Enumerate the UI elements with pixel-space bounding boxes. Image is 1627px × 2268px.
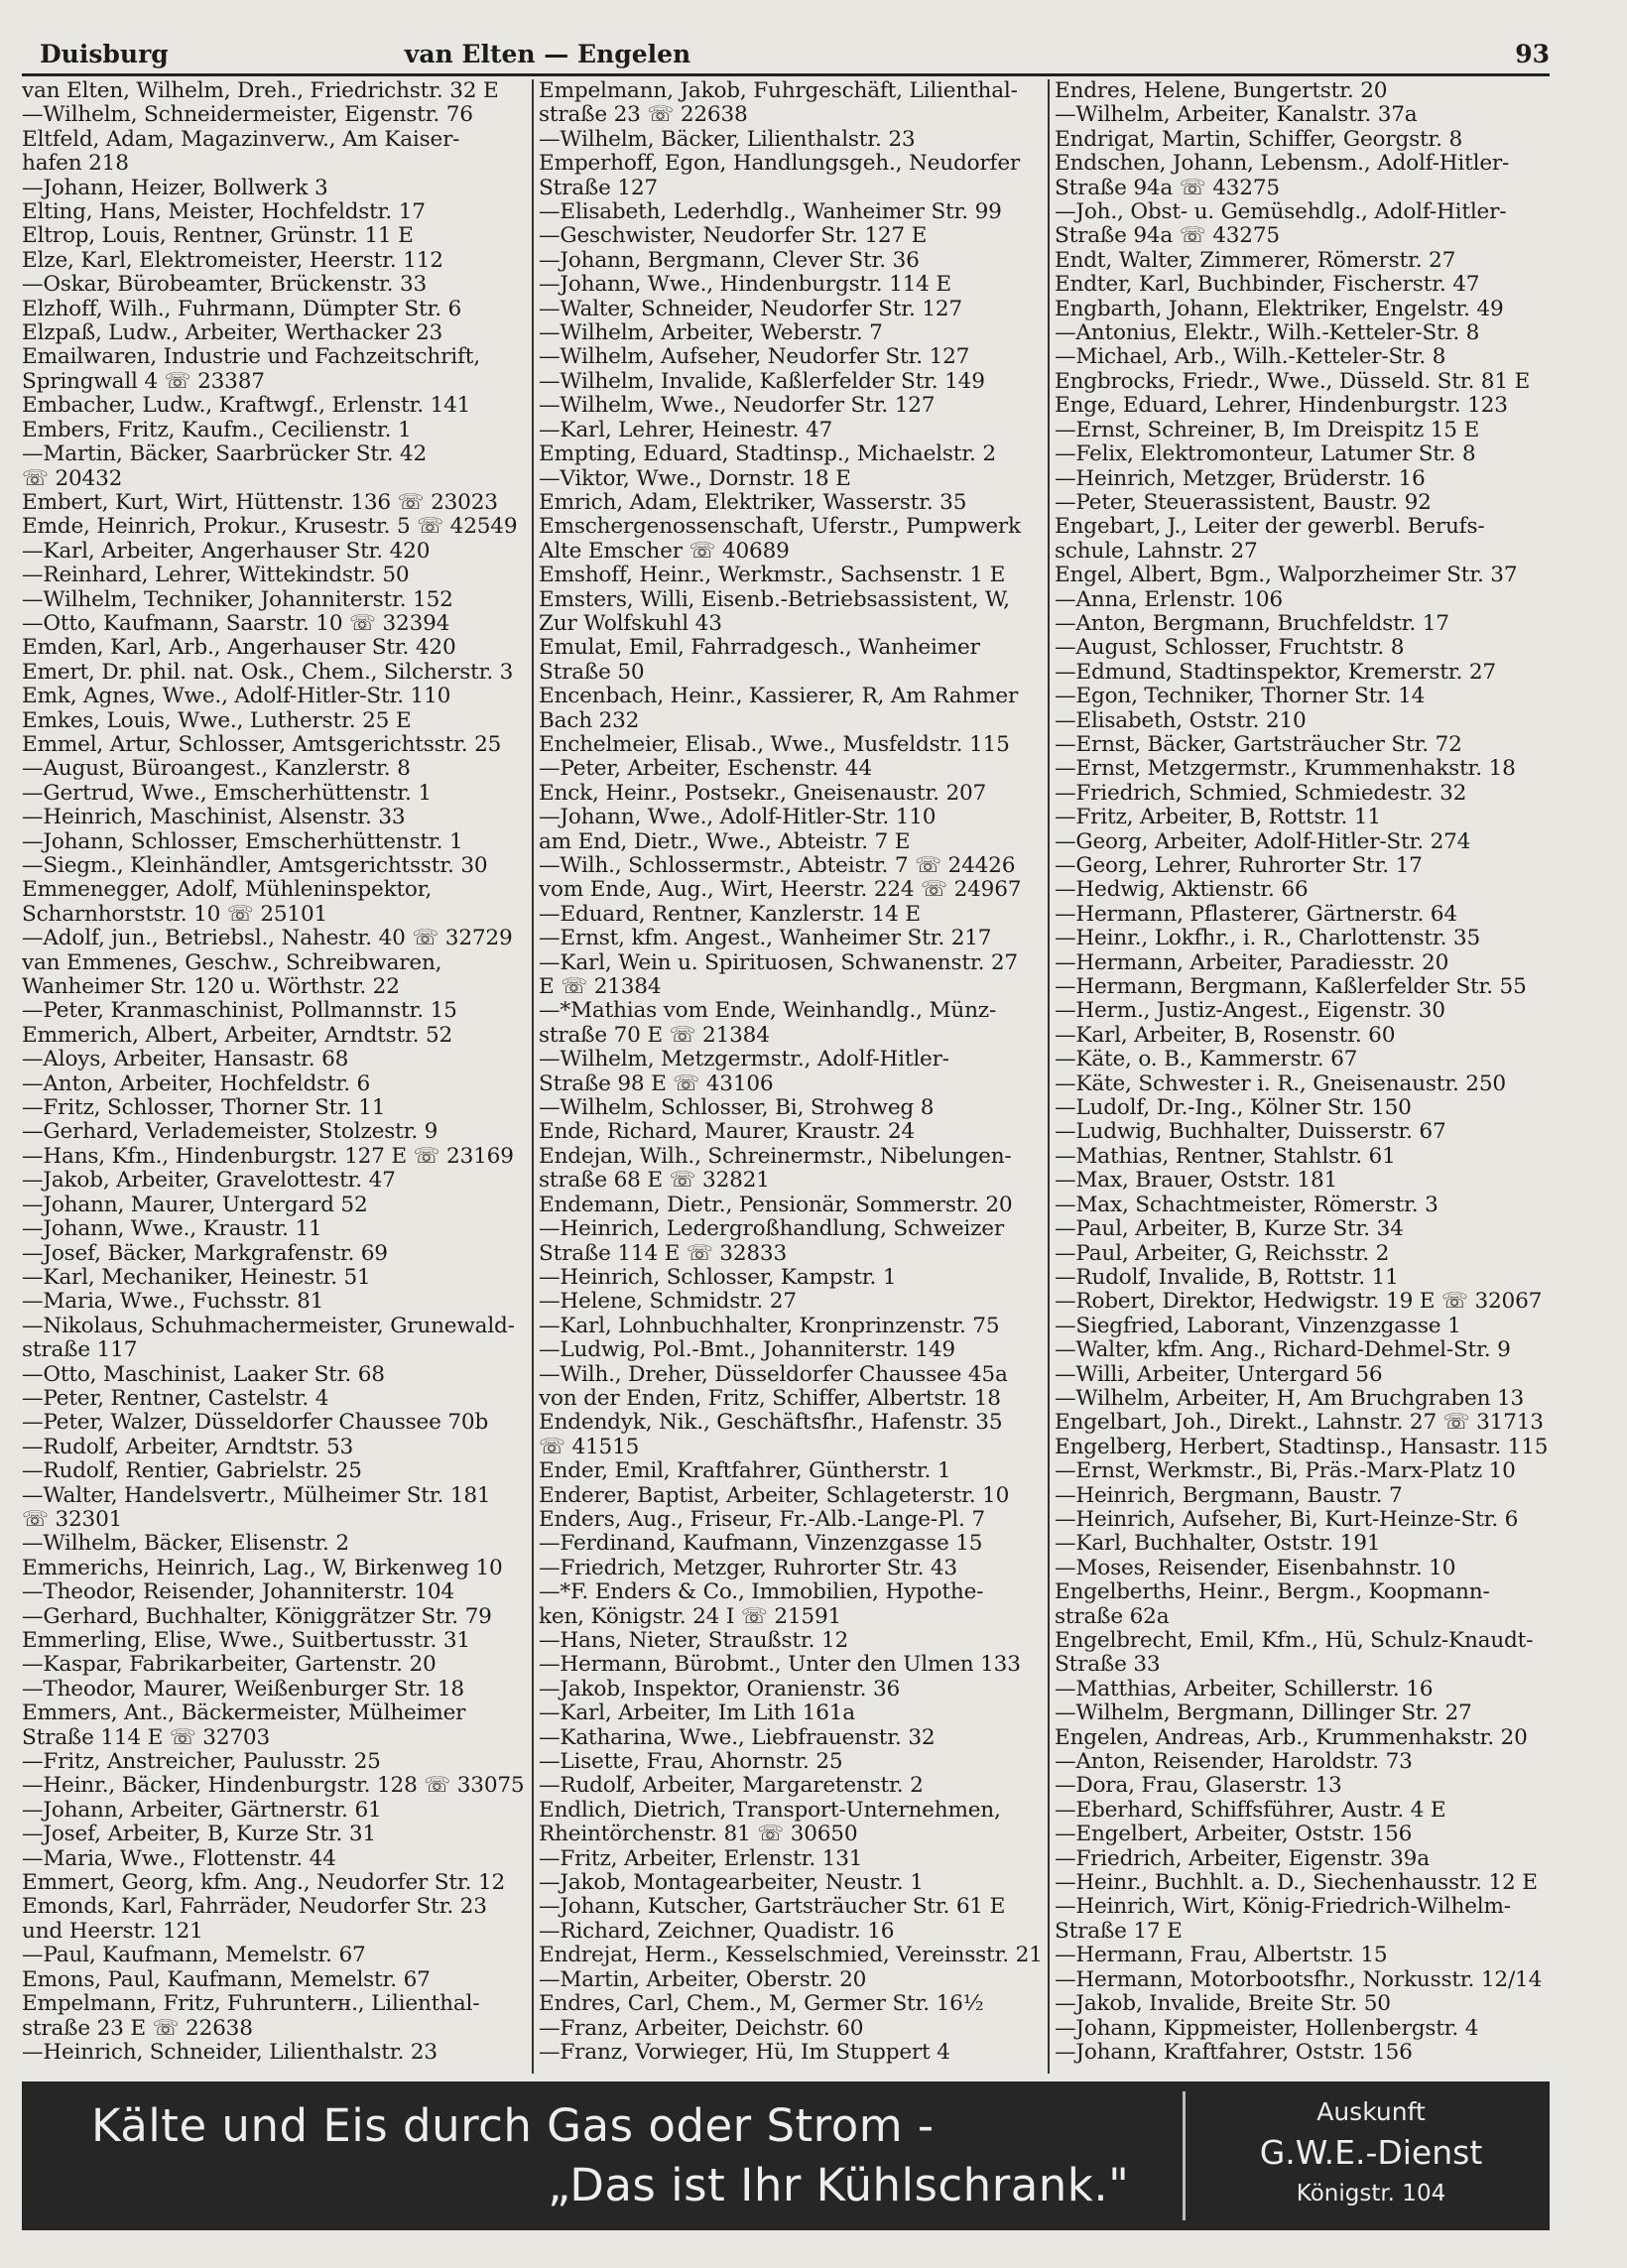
directory-entry: —*F. Enders & Co., Immobilien, Hypothe- xyxy=(539,1580,984,1605)
directory-entry: —Karl, Mechaniker, Heinestr. 51 xyxy=(22,1265,371,1290)
directory-entry: ☏ 41515 xyxy=(539,1435,640,1459)
directory-entry: —Fritz, Anstreicher, Paulusstr. 25 xyxy=(22,1750,381,1775)
directory-entry: ☏ 20432 xyxy=(22,466,123,491)
directory-entry: —Ludolf, Dr.-Ing., Kölner Str. 150 xyxy=(1055,1096,1412,1121)
directory-entry: Straße 50 xyxy=(539,660,645,685)
directory-entry: —Viktor, Wwe., Dornstr. 18 E xyxy=(539,466,851,491)
directory-entry: straße 23 ☏ 22638 xyxy=(539,103,748,128)
directory-entry: straße 117 xyxy=(22,1338,138,1363)
directory-entry: —Paul, Arbeiter, G, Reichsstr. 2 xyxy=(1055,1241,1390,1266)
header-page-number: 93 xyxy=(1515,40,1550,68)
directory-entry: Emulat, Emil, Fahrradgesch., Wanheimer xyxy=(539,636,980,661)
directory-entry: vom Ende, Aug., Wirt, Heerstr. 224 ☏ 24967 xyxy=(539,878,1022,903)
directory-entry: Embert, Kurt, Wirt, Hüttenstr. 136 ☏ 23023 xyxy=(22,490,498,515)
directory-entry: —Adolf, jun., Betriebsl., Nahestr. 40 ☏ 32729 xyxy=(22,927,513,951)
directory-entry: Emmerling, Elise, Wwe., Suitbertusstr. 31 xyxy=(22,1629,470,1653)
directory-entry: —Ferdinand, Kaufmann, Vinzenzgasse 15 xyxy=(539,1532,983,1557)
directory-entry: —Wilhelm, Schlosser, Bi, Strohweg 8 xyxy=(539,1096,935,1121)
directory-entry: —Karl, Arbeiter, B, Rosenstr. 60 xyxy=(1055,1023,1396,1048)
directory-entry: —Ludwig, Pol.-Bmt., Johanniterstr. 149 xyxy=(539,1338,955,1363)
directory-entry: —Anton, Reisender, Haroldstr. 73 xyxy=(1055,1750,1413,1775)
directory-entry: van Elten, Wilhelm, Dreh., Friedrichstr. 32 E xyxy=(22,79,499,103)
directory-entry: —Jakob, Invalide, Breite Str. 50 xyxy=(1055,1992,1391,2017)
directory-entry: —Peter, Arbeiter, Eschenstr. 44 xyxy=(539,757,872,782)
directory-entry: Straße 114 E ☏ 32703 xyxy=(22,1725,271,1750)
directory-entry: Emk, Agnes, Wwe., Adolf-Hitler-Str. 110 xyxy=(22,685,451,709)
directory-entry: —Karl, Lohnbuchhalter, Kronprinzenstr. 75 xyxy=(539,1314,1000,1338)
directory-entry: Springwall 4 ☏ 23387 xyxy=(22,369,265,394)
directory-entry: —Ernst, Metzgermstr., Krummenhakstr. 18 xyxy=(1055,757,1516,782)
directory-entry: und Heerstr. 121 xyxy=(22,1919,203,1944)
directory-entry: —Jakob, Inspektor, Oranienstr. 36 xyxy=(539,1677,901,1701)
directory-entry: —Kaspar, Fabrikarbeiter, Gartenstr. 20 xyxy=(22,1653,437,1678)
directory-entry: —Karl, Arbeiter, Im Lith 161a xyxy=(539,1701,855,1726)
directory-entry: —Johann, Maurer, Untergard 52 xyxy=(22,1193,368,1217)
directory-entry: Emkes, Louis, Wwe., Lutherstr. 25 E xyxy=(22,708,412,733)
directory-entry: Engelen, Andreas, Arb., Krummenhakstr. 20 xyxy=(1055,1725,1528,1750)
column-divider xyxy=(532,79,534,2074)
directory-entry: —Elisabeth, Lederhdlg., Wanheimer Str. 99 xyxy=(539,200,1002,225)
directory-entry: Endrigat, Martin, Schiffer, Georgstr. 8 xyxy=(1055,127,1463,152)
directory-entry: —Herm., Justiz-Angest., Eigenstr. 30 xyxy=(1055,999,1445,1024)
page-header xyxy=(22,38,1550,73)
directory-entry: —Wilhelm, Bäcker, Lilienthalstr. 23 xyxy=(539,127,916,152)
directory-entry: —Katharina, Wwe., Liebfrauenstr. 32 xyxy=(539,1725,936,1750)
directory-entry: Straße 17 E xyxy=(1055,1919,1183,1944)
directory-entry: Empelmann, Fritz, Fuhrunterн., Lilienthal- xyxy=(22,1992,480,2017)
directory-entry: Elze, Karl, Elektromeister, Heerstr. 112 xyxy=(22,248,443,273)
directory-entry: —Hermann, Motorbootsfhr., Norkusstr. 12/14 xyxy=(1055,1967,1543,1992)
directory-entry: Emde, Heinrich, Prokur., Krusestr. 5 ☏ 42549 xyxy=(22,515,518,540)
advertisement-banner xyxy=(22,2081,1550,2230)
directory-entry: —Dora, Frau, Glaserstr. 13 xyxy=(1055,1774,1342,1799)
directory-entry: —August, Büroangest., Kanzlerstr. 8 xyxy=(22,757,411,782)
directory-entry: Endschen, Johann, Lebensm., Adolf-Hitler- xyxy=(1055,152,1510,177)
directory-entry: Engbarth, Johann, Elektriker, Engelstr. 49 xyxy=(1055,297,1504,321)
directory-entry: Straße 94a ☏ 43275 xyxy=(1055,176,1280,200)
directory-entry: Straße 98 E ☏ 43106 xyxy=(539,1071,774,1096)
directory-entry: —Ernst, Werkmstr., Bi, Präs.-Marx-Platz 10 xyxy=(1055,1459,1516,1484)
directory-entry: Endrejat, Herm., Kesselschmied, Vereinsstr. 21 xyxy=(539,1944,1043,1968)
ad-slogan-line-1: Kälte und Eis durch Gas oder Strom - xyxy=(91,2099,935,2152)
directory-entry: Emsters, Willi, Eisenb.-Betriebsassistent, W, xyxy=(539,587,1010,612)
directory-entry: —Helene, Schmidstr. 27 xyxy=(539,1290,797,1315)
directory-entry: —Rudolf, Invalide, B, Rottstr. 11 xyxy=(1055,1265,1399,1290)
directory-entry: —Gertrud, Wwe., Emscherhüttenstr. 1 xyxy=(22,781,432,806)
directory-entry: —Hedwig, Aktienstr. 66 xyxy=(1055,878,1309,903)
ad-info-label: Auskunft xyxy=(1316,2097,1426,2126)
directory-entry: Emden, Karl, Arb., Angerhauser Str. 420 xyxy=(22,636,456,661)
directory-entry: —Johann, Bergmann, Clever Str. 36 xyxy=(539,248,920,273)
directory-entry: —Ernst, Schreiner, B, Im Dreispitz 15 E xyxy=(1055,418,1480,442)
directory-entry: Straße 114 E ☏ 32833 xyxy=(539,1241,788,1266)
directory-entry: Straße 94a ☏ 43275 xyxy=(1055,224,1280,249)
directory-entry: —Wilhelm, Wwe., Neudorfer Str. 127 xyxy=(539,394,936,419)
directory-entry: Endlich, Dietrich, Transport-Unternehmen, xyxy=(539,1798,1001,1823)
directory-entry: —Friedrich, Arbeiter, Eigenstr. 39a xyxy=(1055,1846,1430,1871)
directory-entry: Engelbrecht, Emil, Kfm., Hü, Schulz-Knaudt- xyxy=(1055,1629,1534,1653)
directory-entry: Engelberths, Heinr., Bergm., Koopmann- xyxy=(1055,1580,1490,1605)
ad-divider xyxy=(1183,2091,1186,2220)
directory-entry: —Felix, Elektromonteur, Latumer Str. 8 xyxy=(1055,442,1476,467)
directory-entry: —Lisette, Frau, Ahornstr. 25 xyxy=(539,1750,843,1775)
directory-entry: Elting, Hans, Meister, Hochfeldstr. 17 xyxy=(22,200,426,225)
directory-entry: —Peter, Walzer, Düsseldorfer Chaussee 70b xyxy=(22,1411,489,1436)
directory-entry: —Walter, Schneider, Neudorfer Str. 127 xyxy=(539,297,962,321)
directory-entry: —Robert, Direktor, Hedwigstr. 19 E ☏ 32067 xyxy=(1055,1290,1543,1315)
directory-entry: —Heinrich, Aufseher, Bi, Kurt-Heinze-Str. 6 xyxy=(1055,1507,1519,1532)
directory-entry: —Heinr., Buchhlt. a. D., Siechenhausstr. 12 E xyxy=(1055,1871,1538,1896)
directory-entry: —Hans, Kfm., Hindenburgstr. 127 E ☏ 23169 xyxy=(22,1144,514,1169)
directory-columns xyxy=(22,79,1550,2074)
directory-entry: —Wilhelm, Metzgermstr., Adolf-Hitler- xyxy=(539,1048,949,1072)
directory-entry: Enge, Eduard, Lehrer, Hindenburgstr. 123 xyxy=(1055,394,1508,419)
directory-entry: Emmers, Ant., Bäckermeister, Mülheimer xyxy=(22,1701,466,1726)
directory-entry: —Paul, Kaufmann, Memelstr. 67 xyxy=(22,1944,366,1968)
directory-entry: —Georg, Lehrer, Ruhrorter Str. 17 xyxy=(1055,854,1423,878)
directory-entry: —Wilh., Dreher, Düsseldorfer Chaussee 45a xyxy=(539,1362,1008,1387)
directory-entry: —Jakob, Montagearbeiter, Neustr. 1 xyxy=(539,1871,924,1896)
ad-info-address: Königstr. 104 xyxy=(1296,2181,1446,2206)
directory-entry: —Richard, Zeichner, Quadistr. 16 xyxy=(539,1919,895,1944)
directory-entry: —Karl, Wein u. Spirituosen, Schwanenstr. 27 xyxy=(539,950,1018,975)
directory-entry: am End, Dietr., Wwe., Abteistr. 7 E xyxy=(539,829,911,854)
directory-entry: Ende, Richard, Maurer, Kraustr. 24 xyxy=(539,1120,915,1145)
directory-entry: —Käte, o. B., Kammerstr. 67 xyxy=(1055,1048,1358,1072)
directory-entry: —Heinrich, Metzger, Brüderstr. 16 xyxy=(1055,466,1426,491)
directory-entry: —Willi, Arbeiter, Untergard 56 xyxy=(1055,1362,1383,1387)
directory-entry: —Karl, Buchhalter, Oststr. 191 xyxy=(1055,1532,1381,1557)
directory-entry: —Eduard, Rentner, Kanzlerstr. 14 E xyxy=(539,902,921,927)
directory-entry: —Gerhard, Verlademeister, Stolzestr. 9 xyxy=(22,1120,438,1145)
directory-entry: —Gerhard, Buchhalter, Königgrätzer Str. 79 xyxy=(22,1604,492,1629)
directory-entry: Enck, Heinr., Postsekr., Gneisenaustr. 207 xyxy=(539,781,987,806)
directory-entry: —Rudolf, Arbeiter, Arndtstr. 53 xyxy=(22,1435,354,1459)
directory-entry: Wanheimer Str. 120 u. Wörthstr. 22 xyxy=(22,975,400,1000)
directory-entry: —Nikolaus, Schuhmachermeister, Grunewald- xyxy=(22,1314,515,1338)
directory-entry: Endt, Walter, Zimmerer, Römerstr. 27 xyxy=(1055,248,1456,273)
directory-entry: —Fritz, Arbeiter, Erlenstr. 131 xyxy=(539,1846,863,1871)
directory-entry: —Käte, Schwester i. R., Gneisenaustr. 250 xyxy=(1055,1071,1506,1096)
directory-entry: Rheintörchenstr. 81 ☏ 30650 xyxy=(539,1823,858,1847)
directory-entry: Emschergenossenschaft, Uferstr., Pumpwerk xyxy=(539,515,1021,540)
directory-entry: Straße 33 xyxy=(1055,1653,1161,1678)
directory-entry: —Johann, Wwe., Kraustr. 11 xyxy=(22,1217,322,1242)
directory-entry: —Heinrich, Schneider, Lilienthalstr. 23 xyxy=(22,2040,438,2065)
directory-entry: von der Enden, Fritz, Schiffer, Albertstr. 18 xyxy=(539,1386,1001,1411)
directory-entry: —Michael, Arb., Wilh.-Ketteler-Str. 8 xyxy=(1055,345,1446,370)
directory-entry: straße 70 E ☏ 21384 xyxy=(539,1023,770,1048)
directory-entry: Embers, Fritz, Kaufm., Cecilienstr. 1 xyxy=(22,418,412,442)
directory-entry: E ☏ 21384 xyxy=(539,975,662,1000)
directory-entry: —*Mathias vom Ende, Weinhandlg., Münz- xyxy=(539,999,997,1024)
directory-entry: Elzpaß, Ludw., Arbeiter, Werthacker 23 xyxy=(22,321,443,346)
directory-entry: —Peter, Kranmaschinist, Pollmannstr. 15 xyxy=(22,999,457,1024)
directory-entry: —Geschwister, Neudorfer Str. 127 E xyxy=(539,224,928,249)
directory-entry: —Heinrich, Maschinist, Alsenstr. 33 xyxy=(22,806,406,830)
directory-entry: —Peter, Rentner, Castelstr. 4 xyxy=(22,1386,329,1411)
directory-entry: —Egon, Techniker, Thorner Str. 14 xyxy=(1055,685,1426,709)
directory-entry: —Max, Schachtmeister, Römerstr. 3 xyxy=(1055,1193,1439,1217)
directory-entry: —Maria, Wwe., Flottenstr. 44 xyxy=(22,1846,336,1871)
directory-entry: —Hermann, Bergmann, Kaßlerfelder Str. 55 xyxy=(1055,975,1527,1000)
directory-entry: van Emmenes, Geschw., Schreibwaren, xyxy=(22,950,442,975)
directory-entry: —Anna, Erlenstr. 106 xyxy=(1055,587,1283,612)
directory-entry: —Mathias, Rentner, Stahlstr. 61 xyxy=(1055,1144,1396,1169)
directory-entry: —Ludwig, Buchhalter, Duisserstr. 67 xyxy=(1055,1120,1446,1145)
directory-entry: —August, Schlosser, Fruchtstr. 8 xyxy=(1055,636,1405,661)
directory-entry: —Reinhard, Lehrer, Wittekindstr. 50 xyxy=(22,564,410,588)
column-1 xyxy=(22,79,528,2074)
directory-entry: —Peter, Steuerassistent, Baustr. 92 xyxy=(1055,490,1432,515)
header-city: Duisburg xyxy=(40,40,169,68)
directory-entry: —Siegfried, Laborant, Vinzenzgasse 1 xyxy=(1055,1314,1461,1338)
directory-entry: Endendyk, Nik., Geschäftsfhr., Hafenstr. 35 xyxy=(539,1411,1003,1436)
directory-entry: —Johann, Schlosser, Emscherhüttenstr. 1 xyxy=(22,829,463,854)
directory-entry: Emons, Paul, Kaufmann, Memelstr. 67 xyxy=(22,1967,431,1992)
directory-entry: —Heinr., Lokfhr., i. R., Charlottenstr. 35 xyxy=(1055,927,1480,951)
directory-entry: Empting, Eduard, Stadtinsp., Michaelstr. 2 xyxy=(539,442,996,467)
column-3 xyxy=(1055,79,1551,2074)
directory-page xyxy=(22,30,1609,2262)
directory-entry: Emshoff, Heinr., Werkmstr., Sachsenstr. 1 E xyxy=(539,564,1006,588)
directory-entry: Engel, Albert, Bgm., Walporzheimer Str. 37 xyxy=(1055,564,1518,588)
directory-entry: —Friedrich, Metzger, Ruhrorter Str. 43 xyxy=(539,1556,957,1580)
directory-entry: Emmert, Georg, kfm. Ang., Neudorfer Str. 12 xyxy=(22,1871,506,1896)
directory-entry: —Ernst, Bäcker, Gartsträucher Str. 72 xyxy=(1055,732,1462,757)
directory-entry: ☏ 32301 xyxy=(22,1507,123,1532)
directory-entry: Emailwaren, Industrie und Fachzeitschrift, xyxy=(22,345,480,370)
directory-entry: —Johann, Wwe., Adolf-Hitler-Str. 110 xyxy=(539,806,937,830)
directory-entry: —Wilhelm, Invalide, Kaßlerfelder Str. 149 xyxy=(539,369,985,394)
directory-entry: —Johann, Kraftfahrer, Oststr. 156 xyxy=(1055,2040,1413,2065)
ad-info-company: G.W.E.-Dienst xyxy=(1259,2133,1483,2172)
directory-entry: —Eberhard, Schiffsführer, Austr. 4 E xyxy=(1055,1798,1446,1823)
directory-entry: Bach 232 xyxy=(539,708,640,733)
directory-entry: —Aloys, Arbeiter, Hansastr. 68 xyxy=(22,1048,349,1072)
directory-entry: Endemann, Dietr., Pensionär, Sommerstr. 20 xyxy=(539,1193,1013,1217)
directory-entry: —Fritz, Schlosser, Thorner Str. 11 xyxy=(22,1096,386,1121)
header-rule xyxy=(22,73,1550,76)
directory-entry: Emmel, Artur, Schlosser, Amtsgerichtsstr. 25 xyxy=(22,732,502,757)
directory-entry: hafen 218 xyxy=(22,152,129,177)
directory-entry: Emmerich, Albert, Arbeiter, Arndtstr. 52 xyxy=(22,1023,453,1048)
directory-entry: —Wilhelm, Bäcker, Elisenstr. 2 xyxy=(22,1532,349,1557)
directory-entry: —Wilhelm, Techniker, Johanniterstr. 152 xyxy=(22,587,453,612)
directory-entry: —Martin, Arbeiter, Oberstr. 20 xyxy=(539,1967,867,1992)
directory-entry: —Wilhelm, Arbeiter, Kanalstr. 37a xyxy=(1055,103,1418,128)
directory-entry: —Heinrich, Bergmann, Baustr. 7 xyxy=(1055,1483,1403,1508)
directory-entry: Engbrocks, Friedr., Wwe., Düsseld. Str. 81 E xyxy=(1055,369,1531,394)
directory-entry: —Franz, Vorwieger, Hü, Im Stuppert 4 xyxy=(539,2040,950,2065)
directory-entry: —Wilhelm, Schneidermeister, Eigenstr. 76 xyxy=(22,103,473,128)
directory-entry: —Otto, Maschinist, Laaker Str. 68 xyxy=(22,1362,385,1387)
directory-entry: straße 62a xyxy=(1055,1604,1170,1629)
directory-entry: —Engelbert, Arbeiter, Oststr. 156 xyxy=(1055,1823,1413,1847)
directory-entry: —Hermann, Bürobmt., Unter den Ulmen 133 xyxy=(539,1653,1021,1678)
column-2 xyxy=(539,79,1043,2074)
directory-entry: Engelbart, Joh., Direkt., Lahnstr. 27 ☏ 31713 xyxy=(1055,1411,1544,1436)
directory-entry: —Karl, Arbeiter, Angerhauser Str. 420 xyxy=(22,539,431,564)
directory-entry: Eltrop, Louis, Rentner, Grünstr. 11 E xyxy=(22,224,414,249)
header-range: van Elten — Engelen xyxy=(404,40,691,68)
directory-entry: Emonds, Karl, Fahrräder, Neudorfer Str. 23 xyxy=(22,1895,487,1920)
directory-entry: —Walter, Handelsvertr., Mülheimer Str. 181 xyxy=(22,1483,491,1508)
directory-entry: —Maria, Wwe., Fuchsstr. 81 xyxy=(22,1290,324,1315)
directory-entry: straße 68 E ☏ 32821 xyxy=(539,1169,770,1194)
directory-entry: —Siegm., Kleinhändler, Amtsgerichtsstr. 30 xyxy=(22,854,488,878)
directory-entry: —Anton, Bergmann, Bruchfeldstr. 17 xyxy=(1055,611,1449,636)
directory-entry: —Paul, Arbeiter, B, Kurze Str. 34 xyxy=(1055,1217,1404,1242)
directory-entry: —Hermann, Arbeiter, Paradiesstr. 20 xyxy=(1055,950,1449,975)
directory-entry: Ender, Emil, Kraftfahrer, Güntherstr. 1 xyxy=(539,1459,951,1484)
directory-entry: —Rudolf, Arbeiter, Margaretenstr. 2 xyxy=(539,1774,924,1799)
directory-entry: Endter, Karl, Buchbinder, Fischerstr. 47 xyxy=(1055,273,1480,298)
directory-entry: Endres, Carl, Chem., M, Germer Str. 16½ xyxy=(539,1992,984,2017)
directory-entry: Embacher, Ludw., Kraftwgf., Erlenstr. 141 xyxy=(22,394,471,419)
directory-entry: —Josef, Arbeiter, B, Kurze Str. 31 xyxy=(22,1823,376,1847)
directory-entry: Eltfeld, Adam, Magazinverw., Am Kaiser- xyxy=(22,127,460,152)
directory-entry: —Martin, Bäcker, Saarbrücker Str. 42 xyxy=(22,442,427,467)
directory-entry: —Georg, Arbeiter, Adolf-Hitler-Str. 274 xyxy=(1055,829,1471,854)
directory-entry: Enders, Aug., Friseur, Fr.-Alb.-Lange-Pl. 7 xyxy=(539,1507,985,1532)
directory-entry: —Max, Brauer, Oststr. 181 xyxy=(1055,1169,1338,1194)
directory-entry: —Fritz, Arbeiter, B, Rottstr. 11 xyxy=(1055,806,1381,830)
directory-entry: —Wilhelm, Arbeiter, H, Am Bruchgraben 13 xyxy=(1055,1386,1525,1411)
directory-entry: —Matthias, Arbeiter, Schillerstr. 16 xyxy=(1055,1677,1434,1701)
directory-entry: —Theodor, Reisender, Johanniterstr. 104 xyxy=(22,1580,454,1605)
directory-entry: —Anton, Arbeiter, Hochfeldstr. 6 xyxy=(22,1071,371,1096)
directory-entry: Endres, Helene, Bungertstr. 20 xyxy=(1055,79,1388,103)
directory-entry: —Wilh., Schlossermstr., Abteistr. 7 ☏ 24426 xyxy=(539,854,1016,878)
directory-entry: Endejan, Wilh., Schreinermstr., Nibelungen- xyxy=(539,1144,1012,1169)
directory-entry: —Johann, Arbeiter, Gärtnerstr. 61 xyxy=(22,1798,382,1823)
directory-entry: Straße 127 xyxy=(539,176,658,200)
directory-entry: —Wilhelm, Aufseher, Neudorfer Str. 127 xyxy=(539,345,970,370)
directory-entry: —Elisabeth, Oststr. 210 xyxy=(1055,708,1307,733)
directory-entry: Empelmann, Jakob, Fuhrgeschäft, Lilienthal- xyxy=(539,79,1018,103)
directory-entry: straße 23 E ☏ 22638 xyxy=(22,2016,253,2041)
directory-entry: —Hermann, Pflasterer, Gärtnerstr. 64 xyxy=(1055,902,1457,927)
directory-entry: —Antonius, Elektr., Wilh.-Ketteler-Str. 8 xyxy=(1055,321,1480,346)
directory-entry: —Heinr., Bäcker, Hindenburgstr. 128 ☏ 33075 xyxy=(22,1774,525,1799)
directory-entry: Emmenegger, Adolf, Mühleninspektor, xyxy=(22,878,433,903)
directory-entry: —Jakob, Arbeiter, Gravelottestr. 47 xyxy=(22,1169,396,1194)
directory-entry: Enchelmeier, Elisab., Wwe., Musfeldstr. 115 xyxy=(539,732,1010,757)
directory-entry: Emmerichs, Heinrich, Lag., W, Birkenweg 10 xyxy=(22,1556,503,1580)
directory-entry: —Karl, Lehrer, Heinestr. 47 xyxy=(539,418,833,442)
directory-entry: Emperhoff, Egon, Handlungsgeh., Neudorfer xyxy=(539,152,1021,177)
column-divider xyxy=(1048,79,1050,2074)
directory-entry: Alte Emscher ☏ 40689 xyxy=(539,539,790,564)
directory-entry: Zur Wolfskuhl 43 xyxy=(539,611,722,636)
directory-entry: —Heinrich, Wirt, König-Friedrich-Wilhelm- xyxy=(1055,1895,1511,1920)
directory-entry: —Heinrich, Ledergroßhandlung, Schweizer xyxy=(539,1217,1005,1242)
directory-entry: Emrich, Adam, Elektriker, Wasserstr. 35 xyxy=(539,490,967,515)
directory-entry: —Walter, kfm. Ang., Richard-Dehmel-Str. 9 xyxy=(1055,1338,1511,1363)
directory-entry: —Edmund, Stadtinspektor, Kremerstr. 27 xyxy=(1055,660,1496,685)
directory-entry: —Johann, Wwe., Hindenburgstr. 114 E xyxy=(539,273,951,298)
directory-entry: Scharnhorststr. 10 ☏ 25101 xyxy=(22,902,328,927)
directory-entry: —Moses, Reisender, Eisenbahnstr. 10 xyxy=(1055,1556,1456,1580)
directory-entry: Encenbach, Heinr., Kassierer, R, Am Rahmer xyxy=(539,685,1019,709)
directory-entry: —Hermann, Frau, Albertstr. 15 xyxy=(1055,1944,1388,1968)
directory-entry: —Otto, Kaufmann, Saarstr. 10 ☏ 32394 xyxy=(22,611,450,636)
directory-entry: Engelberg, Herbert, Stadtinsp., Hansastr. 115 xyxy=(1055,1435,1549,1459)
directory-entry: —Johann, Heizer, Bollwerk 3 xyxy=(22,176,328,200)
directory-entry: Elzhoff, Wilh., Fuhrmann, Dümpter Str. 6 xyxy=(22,297,462,321)
directory-entry: Emert, Dr. phil. nat. Osk., Chem., Silcherstr. 3 xyxy=(22,660,514,685)
directory-entry: ken, Königstr. 24 I ☏ 21591 xyxy=(539,1604,842,1629)
directory-entry: —Johann, Kutscher, Gartsträucher Str. 61 E xyxy=(539,1895,1006,1920)
directory-entry: —Ernst, kfm. Angest., Wanheimer Str. 217 xyxy=(539,927,992,951)
directory-entry: —Theodor, Maurer, Weißenburger Str. 18 xyxy=(22,1677,464,1701)
directory-entry: Engebart, J., Leiter der gewerbl. Berufs- xyxy=(1055,515,1485,540)
directory-entry: —Joh., Obst- u. Gemüsehdlg., Adolf-Hitler- xyxy=(1055,200,1507,225)
directory-entry: —Rudolf, Rentier, Gabrielstr. 25 xyxy=(22,1459,362,1484)
directory-entry: —Franz, Arbeiter, Deichstr. 60 xyxy=(539,2016,864,2041)
directory-entry: schule, Lahnstr. 27 xyxy=(1055,539,1258,564)
directory-entry: —Wilhelm, Arbeiter, Weberstr. 7 xyxy=(539,321,883,346)
directory-entry: —Hans, Nieter, Straußstr. 12 xyxy=(539,1629,849,1653)
directory-entry: —Oskar, Bürobeamter, Brückenstr. 33 xyxy=(22,273,428,298)
directory-entry: —Wilhelm, Bergmann, Dillinger Str. 27 xyxy=(1055,1701,1472,1726)
directory-entry: —Heinrich, Schlosser, Kampstr. 1 xyxy=(539,1265,897,1290)
directory-entry: Enderer, Baptist, Arbeiter, Schlageterstr. 10 xyxy=(539,1483,1010,1508)
directory-entry: —Friedrich, Schmied, Schmiedestr. 32 xyxy=(1055,781,1467,806)
directory-entry: —Josef, Bäcker, Markgrafenstr. 69 xyxy=(22,1241,388,1266)
directory-entry: —Johann, Kippmeister, Hollenbergstr. 4 xyxy=(1055,2016,1479,2041)
ad-slogan-line-2: „Das ist Ihr Kühlschrank." xyxy=(548,2159,1130,2211)
